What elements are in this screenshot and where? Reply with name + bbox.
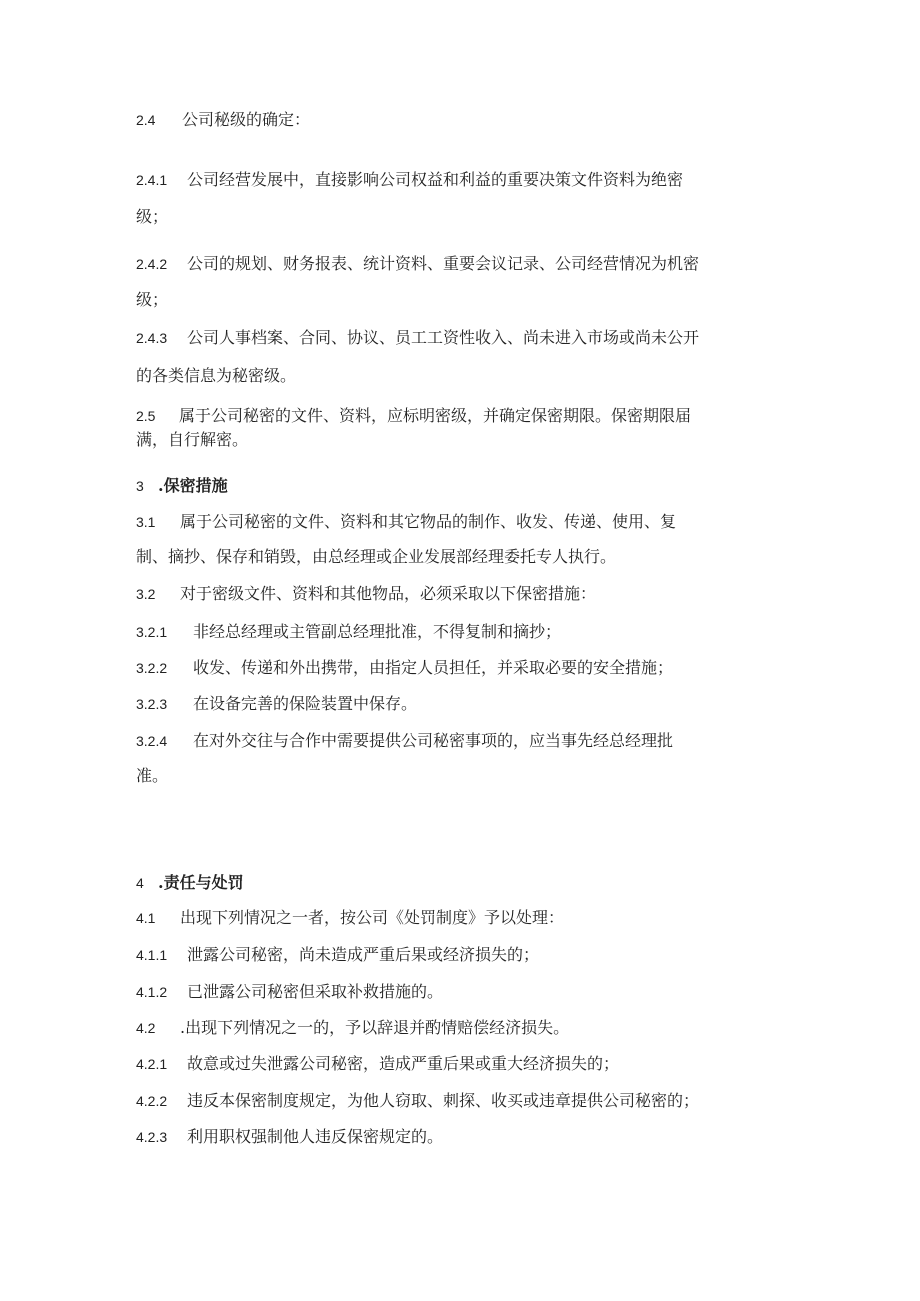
clause-4-2-1 [136, 1054, 619, 1074]
clause-text: 利用职权强制他人违反保密规定的。 [187, 1127, 444, 1146]
clause-2-5 [136, 406, 691, 426]
clause-number: 2.4.2 [136, 256, 168, 272]
clause-text: 属于公司秘密的文件、资料，应标明密级，并确定保密期限。保密期限届 [179, 406, 692, 425]
clause-3-2 [136, 584, 596, 604]
section-3-heading [136, 476, 228, 496]
clause-4-2-3 [136, 1127, 443, 1147]
clause-number: 4.2.2 [136, 1093, 168, 1109]
clause-continuation: 准。 [136, 766, 169, 785]
clause-continuation: 满，自行解密。 [136, 430, 249, 449]
section-number: 4 [136, 875, 144, 891]
clause-text: .出现下列情况之一的，予以辞退并酌情赔偿经济损失。 [180, 1018, 570, 1037]
clause-4-2-2 [136, 1091, 699, 1111]
clause-text: 对于密级文件、资料和其他物品，必须采取以下保密措施： [180, 584, 597, 603]
clause-continuation: 级； [136, 207, 169, 226]
clause-text: 在对外交往与合作中需要提供公司秘密事项的，应当事先经总经理批 [193, 731, 674, 750]
clause-number: 4.1.1 [136, 947, 168, 963]
clause-3-2-4 [136, 731, 673, 751]
clause-text: 已泄露公司秘密但采取补救措施的。 [187, 982, 444, 1001]
clause-text: 公司经营发展中，直接影响公司权益和利益的重要决策文件资料为绝密 [187, 170, 684, 189]
section-4-heading [136, 873, 244, 893]
clause-number: 4.2.3 [136, 1129, 168, 1145]
clause-text: 公司的规划、财务报表、统计资料、重要会议记录、公司经营情况为机密 [187, 254, 700, 273]
clause-text: 在设备完善的保险装置中保存。 [193, 694, 418, 713]
clause-number: 4.2 [136, 1020, 156, 1036]
clause-number: 3.2.3 [136, 696, 168, 712]
clause-continuation: 的各类信息为秘密级。 [136, 366, 297, 385]
clause-3-2-1 [136, 622, 561, 642]
clause-number: 3.2.4 [136, 733, 168, 749]
clause-number: 3.2.2 [136, 660, 168, 676]
clause-text: 违反本保密制度规定，为他人窃取、刺探、收买或违章提供公司秘密的； [187, 1091, 700, 1110]
section-number: 3 [136, 478, 144, 494]
clause-number: 2.4.3 [136, 330, 168, 346]
clause-number: 2.5 [136, 408, 156, 424]
clause-4-2 [136, 1018, 569, 1038]
clause-number: 4.2.1 [136, 1056, 168, 1072]
clause-3-2-2 [136, 658, 673, 678]
clause-number: 3.1 [136, 514, 156, 530]
clause-4-1 [136, 908, 564, 928]
clause-2-4 [136, 110, 310, 130]
clause-4-1-1 [136, 945, 539, 965]
clause-number: 3.2.1 [136, 624, 168, 640]
clause-2-4-2 [136, 254, 699, 274]
clause-3-2-3 [136, 694, 417, 714]
clause-3-1 [136, 512, 676, 532]
clause-continuation: 级； [136, 290, 169, 309]
clause-text: 属于公司秘密的文件、资料和其它物品的制作、收发、传递、使用、复 [180, 512, 677, 531]
clause-number: 2.4.1 [136, 172, 168, 188]
section-title: .保密措施 [158, 476, 228, 495]
clause-number: 4.1 [136, 910, 156, 926]
clause-number: 3.2 [136, 586, 156, 602]
clause-text: 公司人事档案、合同、协议、员工工资性收入、尚未进入市场或尚未公开 [187, 328, 700, 347]
clause-number: 4.1.2 [136, 984, 168, 1000]
clause-2-4-1 [136, 170, 683, 190]
clause-2-4-3 [136, 328, 699, 348]
clause-text: 公司秘级的确定： [182, 110, 311, 129]
clause-text: 出现下列情况之一者，按公司《处罚制度》予以处理： [180, 908, 565, 927]
clause-text: 非经总经理或主管副总经理批准，不得复制和摘抄； [193, 622, 562, 641]
clause-number: 2.4 [136, 112, 156, 128]
section-title: .责任与处罚 [158, 873, 244, 892]
clause-text: 收发、传递和外出携带，由指定人员担任，并采取必要的安全措施； [193, 658, 674, 677]
clause-text: 泄露公司秘密，尚未造成严重后果或经济损失的； [187, 945, 540, 964]
clause-continuation: 制、摘抄、保存和销毁，由总经理或企业发展部经理委托专人执行。 [136, 547, 617, 566]
clause-4-1-2 [136, 982, 443, 1002]
clause-text: 故意或过失泄露公司秘密，造成严重后果或重大经济损失的； [187, 1054, 620, 1073]
